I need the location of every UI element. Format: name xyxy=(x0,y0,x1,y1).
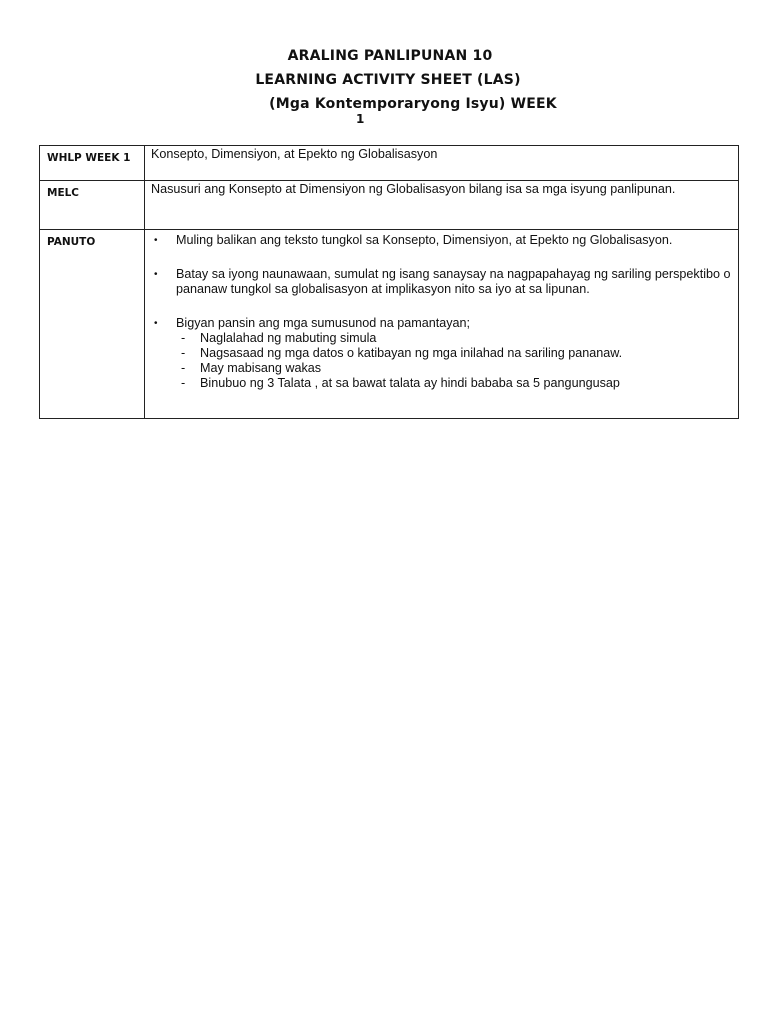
row-label: PANUTO xyxy=(40,230,145,419)
dash-icon: - xyxy=(181,331,186,345)
instructions-cell xyxy=(145,230,739,419)
topic-title: (Mga Kontemporaryong Isyu) WEEK xyxy=(269,96,557,112)
criterion-text: May mabisang wakas xyxy=(200,361,322,375)
bullet-icon: • xyxy=(154,235,158,246)
criterion-text: Naglalahad ng mabuting simula xyxy=(200,331,377,345)
criterion-text: Binubuo ng 3 Talata , at sa bawat talata ay hindi bababa sa 5 pangungusap xyxy=(200,376,620,390)
list-item xyxy=(181,361,733,376)
dash-icon: - xyxy=(181,346,186,360)
dash-icon: - xyxy=(181,376,186,390)
row-content: Nasusuri ang Konsepto at Dimensiyon ng Globalisasyon bilang isa sa mga isyung panlipunan. xyxy=(145,181,739,230)
bullet-icon: • xyxy=(154,269,158,280)
document-header xyxy=(0,44,768,126)
list-item xyxy=(151,267,733,297)
list-item xyxy=(181,331,733,346)
week-number: 1 xyxy=(356,112,365,126)
list-item xyxy=(151,316,733,331)
bullet-icon: • xyxy=(154,318,158,329)
criteria-list xyxy=(181,331,733,391)
dash-icon: - xyxy=(181,361,186,375)
sheet-title: LEARNING ACTIVITY SHEET (LAS) xyxy=(255,72,521,88)
list-item xyxy=(181,376,733,391)
table-row xyxy=(40,181,739,230)
instruction-text: Muling balikan ang teksto tungkol sa Konsepto, Dimensiyon, at Epekto ng Globalisasyon. xyxy=(176,233,673,247)
activity-table xyxy=(39,145,739,419)
row-label: WHLP WEEK 1 xyxy=(40,146,145,181)
criterion-text: Nagsasaad ng mga datos o katibayan ng mga inilahad na sariling pananaw. xyxy=(200,346,623,360)
table-row xyxy=(40,230,739,419)
row-content: Konsepto, Dimensiyon, at Epekto ng Globalisasyon xyxy=(145,146,739,181)
row-label: MELC xyxy=(40,181,145,230)
instruction-text: Batay sa iyong naunawaan, sumulat ng isang sanaysay na nagpapahayag ng sariling perspektibo o pananaw tungkol sa globalisasyon at implikasyon nito sa iyo at sa lipunan. xyxy=(176,267,731,296)
subject-title: ARALING PANLIPUNAN 10 xyxy=(287,48,493,64)
instruction-text: Bigyan pansin ang mga sumusunod na pamantayan; xyxy=(176,316,471,330)
list-item xyxy=(151,233,733,248)
list-item xyxy=(181,346,733,361)
table-row xyxy=(40,146,739,181)
